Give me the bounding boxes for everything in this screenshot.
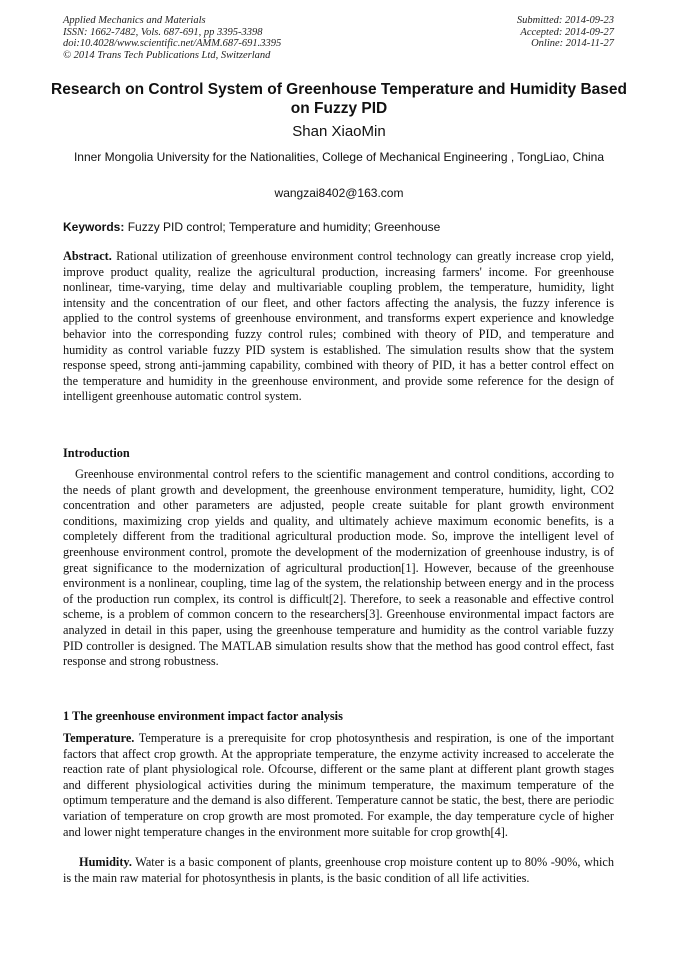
temperature-text: Temperature is a prerequisite for crop photosynthesis and respiration, is one of the important factors that affect crop growth. At the appropriate temperature, the enzyme activity increased to accelerate the reaction rate of plant physiological role. Ofcourse, different or the same plant at different plant growth stages and different physiological activities during the minimum temperature, the maximum temperature of the optimum temperature and the demand is also different. Temperature cannot be static, the best, there are periodic variation of temperature on crop growth are most promoted. For example, the day temperature cycle of higher and lower night temperature changes in the environment more suitable for crop growth[4].	[63, 731, 614, 839]
humidity-text: Water is a basic component of plants, greenhouse crop moisture content up to 80% -90%, which is the main raw material for photosynthesis in plants, is the basic condition of all life activities.	[63, 855, 614, 885]
keywords	[63, 220, 614, 234]
copyright-line: © 2014 Trans Tech Publications Ltd, Switzerland	[63, 49, 271, 61]
submission-dates	[517, 15, 614, 50]
author-name: Shan XiaoMin	[292, 123, 386, 140]
journal-name: Applied Mechanics and Materials	[63, 15, 206, 26]
abstract-text: Rational utilization of greenhouse environment control technology can greatly increase crop yield, improve product quality, realize the agricultural production, increasing farmers' income. For greenhouse nonlinear, time-varying, time delay and multivariable coupling problem, the temperature, humidity, light intensity and the concentration of our fleet, and other factors affecting the analysis, the fuzzy inference is applied to the control systems of greenhouse environment, and transforms expert experience and knowledge behavior into the corresponding fuzzy control rules; combined with theory of PID, and temperature and humidity as control variable fuzzy PID system is established. The simulation results show that the system response speed, strong anti-jamming capability, combined with theory of PID, it has a better control effect on the temperature and humidity in the greenhouse environment, and provide some reference for the design of intelligent greenhouse automatic control system.	[63, 249, 614, 404]
keywords-text: Fuzzy PID control; Temperature and humidity; Greenhouse	[124, 220, 441, 234]
abstract	[63, 249, 614, 405]
doi-line: doi:10.4028/www.scientific.net/AMM.687-691.3395	[63, 38, 282, 50]
journal-info	[63, 15, 281, 61]
paper-title: Research on Control System of Greenhouse Temperature and Humidity Based on Fuzzy PID	[51, 81, 627, 117]
author-affiliation: Inner Mongolia University for the Nationalities, College of Mechanical Engineering , TongLiao, China	[73, 150, 605, 164]
temperature-label: Temperature.	[63, 731, 135, 745]
keywords-label: Keywords:	[63, 220, 125, 234]
issn-line: ISSN: 1662-7482, Vols. 687-691, pp 3395-3398	[63, 26, 263, 38]
submitted-date: Submitted: 2014-09-23	[516, 15, 614, 26]
humidity-paragraph	[63, 855, 614, 886]
author-email: wangzai8402@163.com	[274, 186, 404, 200]
humidity-label: Humidity.	[79, 855, 132, 869]
introduction-heading: Introduction	[63, 446, 130, 460]
abstract-label: Abstract.	[63, 249, 112, 263]
online-date: Online: 2014-11-27	[531, 38, 614, 50]
section1-heading: 1 The greenhouse environment impact factor analysis	[63, 709, 343, 723]
accepted-date: Accepted: 2014-09-27	[520, 26, 614, 38]
temperature-paragraph	[63, 731, 614, 840]
introduction-paragraph: Greenhouse environmental control refers to the scientific management and control conditions, according to the needs of plant growth and development, the greenhouse environment temperature, humidity, light, CO2 concentration and other parameters are adjusted, people create suitable for plant growth environment conditions, maximizing crop yields and quality, and ultimately achieve maximum economic benefits, is a completely different from the traditional agricultural production mode. So, improve the intelligent level of greenhouse environment control, promote the development of the modernization of greenhouse industry, is of great significance to the modernization of agricultural production[1]. However, because of the greenhouse environment is a nonlinear, coupling, time lag of the system, the relationship between energy and in the process of the production run complex, its control is difficult[2]. Therefore, to seek a reasonable and effective control scheme, is a problem of common concern to the researchers[3]. Greenhouse environmental impact factors are analyzed in detail in this paper, using the greenhouse temperature and humidity as the control variable fuzzy PID controller is designed. The MATLAB simulation results show that the method has good control effect, fast response and strong robustness.	[63, 467, 614, 669]
